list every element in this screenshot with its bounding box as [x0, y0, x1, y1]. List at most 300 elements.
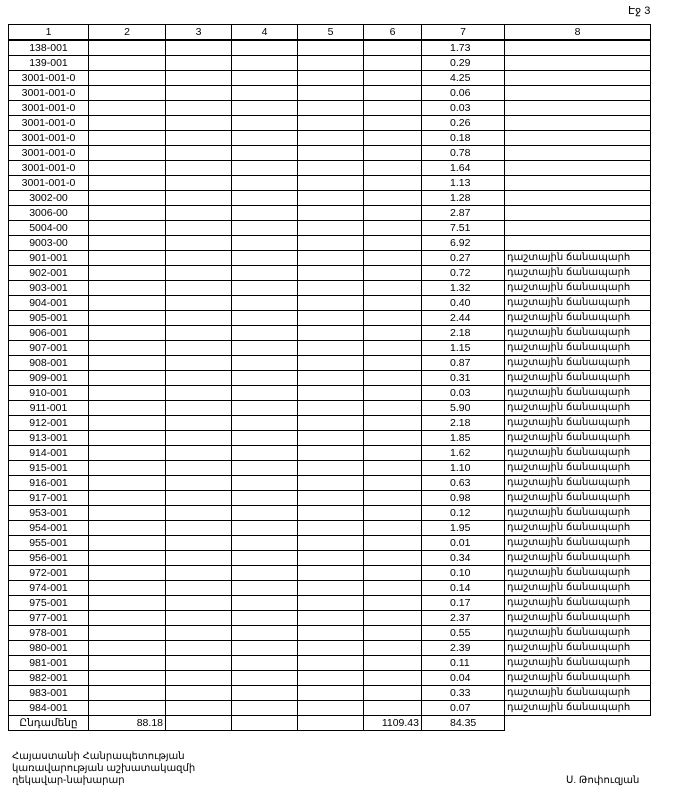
- empty-cell: [364, 521, 422, 536]
- parcel-id-cell: 908-001: [9, 356, 89, 371]
- empty-cell: [298, 251, 364, 266]
- empty-cell: [166, 146, 232, 161]
- empty-cell: [166, 40, 232, 56]
- empty-cell: [232, 146, 298, 161]
- note-cell: դաշտային ճանապարհ: [505, 431, 651, 446]
- note-cell: դաշտային ճանապարհ: [505, 446, 651, 461]
- parcel-id-cell: 902-001: [9, 266, 89, 281]
- empty-cell: [166, 536, 232, 551]
- area-value-cell: 0.01: [422, 536, 505, 551]
- empty-cell: [232, 671, 298, 686]
- table-row: [9, 311, 651, 326]
- empty-cell: [364, 626, 422, 641]
- empty-cell: [89, 581, 166, 596]
- table-row: [9, 281, 651, 296]
- empty-cell: [89, 641, 166, 656]
- empty-cell: [89, 596, 166, 611]
- parcel-id-cell: 3001-001-0: [9, 146, 89, 161]
- area-value-cell: 0.18: [422, 131, 505, 146]
- empty-cell: [364, 146, 422, 161]
- empty-cell: [298, 671, 364, 686]
- empty-cell: [89, 161, 166, 176]
- empty-cell: [364, 416, 422, 431]
- empty-cell: [232, 401, 298, 416]
- footer-line: Հայաստանի Հանրապետության: [12, 751, 185, 762]
- empty-cell: [89, 356, 166, 371]
- empty-cell: [232, 701, 298, 716]
- empty-cell: [232, 356, 298, 371]
- table-row: [9, 461, 651, 476]
- table-row: [9, 491, 651, 506]
- empty-cell: [364, 491, 422, 506]
- empty-cell: [166, 191, 232, 206]
- parcel-id-cell: 956-001: [9, 551, 89, 566]
- empty-cell: [166, 551, 232, 566]
- empty-cell: [166, 116, 232, 131]
- parcel-id-cell: 982-001: [9, 671, 89, 686]
- empty-cell: [166, 266, 232, 281]
- note-cell: [505, 116, 651, 131]
- note-cell: դաշտային ճանապարհ: [505, 656, 651, 671]
- table-row: [9, 206, 651, 221]
- area-value-cell: 2.37: [422, 611, 505, 626]
- note-cell: [505, 221, 651, 236]
- area-value-cell: 1.62: [422, 446, 505, 461]
- table-row: [9, 476, 651, 491]
- table-row: [9, 71, 651, 86]
- note-cell: [505, 236, 651, 251]
- parcel-id-cell: 977-001: [9, 611, 89, 626]
- empty-cell: [232, 221, 298, 236]
- empty-cell: [89, 176, 166, 191]
- empty-cell: [364, 656, 422, 671]
- empty-cell: [232, 56, 298, 71]
- area-value-cell: 2.18: [422, 416, 505, 431]
- empty-cell: [364, 311, 422, 326]
- empty-cell: [364, 476, 422, 491]
- empty-cell: [166, 416, 232, 431]
- empty-cell: [364, 386, 422, 401]
- table-row: [9, 431, 651, 446]
- empty-cell: [298, 71, 364, 86]
- area-value-cell: 0.33: [422, 686, 505, 701]
- parcel-id-cell: 3001-001-0: [9, 176, 89, 191]
- table-row: [9, 236, 651, 251]
- empty-cell: [298, 206, 364, 221]
- table-row: [9, 536, 651, 551]
- empty-cell: [166, 461, 232, 476]
- area-value-cell: 0.87: [422, 356, 505, 371]
- empty-cell: [364, 296, 422, 311]
- note-cell: [505, 40, 651, 56]
- empty-cell: [89, 611, 166, 626]
- area-value-cell: 0.40: [422, 296, 505, 311]
- empty-cell: [166, 671, 232, 686]
- table-row: [9, 191, 651, 206]
- table-row: [9, 296, 651, 311]
- area-value-cell: 0.31: [422, 371, 505, 386]
- parcel-id-cell: 980-001: [9, 641, 89, 656]
- area-value-cell: 0.27: [422, 251, 505, 266]
- empty-cell: [298, 176, 364, 191]
- empty-cell: [166, 656, 232, 671]
- note-cell: դաշտային ճանապարհ: [505, 626, 651, 641]
- table-row: [9, 581, 651, 596]
- empty-cell: [298, 191, 364, 206]
- footer-line: կառավարության աշխատակազմի: [12, 763, 196, 774]
- empty-cell: [364, 266, 422, 281]
- empty-cell: [232, 476, 298, 491]
- empty-cell: [89, 131, 166, 146]
- empty-cell: [232, 416, 298, 431]
- note-cell: դաշտային ճանապարհ: [505, 311, 651, 326]
- table-row: [9, 401, 651, 416]
- parcel-id-cell: 911-001: [9, 401, 89, 416]
- empty-cell: [89, 626, 166, 641]
- note-cell: դաշտային ճանապարհ: [505, 491, 651, 506]
- empty-cell: [89, 566, 166, 581]
- empty-cell: [166, 341, 232, 356]
- table-row: [9, 356, 651, 371]
- empty-cell: [298, 266, 364, 281]
- table-row: [9, 161, 651, 176]
- empty-cell: [232, 371, 298, 386]
- empty-cell: [364, 86, 422, 101]
- empty-cell: [232, 686, 298, 701]
- empty-cell: [89, 521, 166, 536]
- empty-cell: [232, 326, 298, 341]
- empty-cell: [166, 221, 232, 236]
- empty-cell: [166, 506, 232, 521]
- column-header: 3: [166, 25, 232, 41]
- empty-cell: [364, 686, 422, 701]
- totals-row: [9, 716, 651, 731]
- empty-cell: [166, 296, 232, 311]
- note-cell: [505, 191, 651, 206]
- note-cell: դաշտային ճանապարհ: [505, 521, 651, 536]
- empty-cell: [232, 521, 298, 536]
- parcel-id-cell: 909-001: [9, 371, 89, 386]
- empty-cell: [166, 311, 232, 326]
- column-header: 5: [298, 25, 364, 41]
- note-cell: դաշտային ճանապարհ: [505, 341, 651, 356]
- empty-cell: [232, 491, 298, 506]
- empty-cell: [298, 326, 364, 341]
- empty-cell: [89, 431, 166, 446]
- column-header: 8: [505, 25, 651, 41]
- table-row: [9, 131, 651, 146]
- note-cell: դաշտային ճանապարհ: [505, 566, 651, 581]
- empty-cell: [364, 671, 422, 686]
- area-value-cell: 0.98: [422, 491, 505, 506]
- table-row: [9, 701, 651, 716]
- empty-cell: [166, 206, 232, 221]
- parcel-id-cell: 906-001: [9, 326, 89, 341]
- empty-cell: [364, 131, 422, 146]
- empty-cell: [232, 431, 298, 446]
- empty-cell: [232, 641, 298, 656]
- parcel-id-cell: 901-001: [9, 251, 89, 266]
- parcel-id-cell: 905-001: [9, 311, 89, 326]
- area-value-cell: 0.78: [422, 146, 505, 161]
- area-value-cell: 0.63: [422, 476, 505, 491]
- parcel-id-cell: 912-001: [9, 416, 89, 431]
- parcel-id-cell: 903-001: [9, 281, 89, 296]
- empty-cell: [232, 506, 298, 521]
- footer-title: [12, 751, 195, 787]
- empty-cell: [364, 176, 422, 191]
- empty-cell: [298, 626, 364, 641]
- table-row: [9, 56, 651, 71]
- empty-cell: [364, 356, 422, 371]
- parcel-id-cell: 917-001: [9, 491, 89, 506]
- parcel-id-cell: 972-001: [9, 566, 89, 581]
- note-cell: դաշտային ճանապարհ: [505, 386, 651, 401]
- empty-cell: [166, 176, 232, 191]
- empty-cell: [298, 296, 364, 311]
- empty-cell: [166, 131, 232, 146]
- empty-cell: [166, 596, 232, 611]
- empty-cell: [166, 566, 232, 581]
- empty-cell: [232, 311, 298, 326]
- empty-cell: [166, 491, 232, 506]
- totals-label: Ընդամենը: [9, 716, 89, 731]
- empty-cell: [232, 236, 298, 251]
- area-value-cell: 2.18: [422, 326, 505, 341]
- note-cell: դաշտային ճանապարհ: [505, 266, 651, 281]
- empty-cell: [364, 371, 422, 386]
- empty-cell: [298, 161, 364, 176]
- column-header: 2: [89, 25, 166, 41]
- empty-cell: [166, 356, 232, 371]
- empty-cell: [166, 236, 232, 251]
- empty-cell: [298, 146, 364, 161]
- empty-cell: [232, 716, 298, 731]
- table-row: [9, 266, 651, 281]
- column-header: 4: [232, 25, 298, 41]
- empty-cell: [232, 206, 298, 221]
- empty-cell: [166, 161, 232, 176]
- empty-cell: [364, 221, 422, 236]
- empty-cell: [298, 551, 364, 566]
- empty-cell: [364, 431, 422, 446]
- area-value-cell: 1.73: [422, 40, 505, 56]
- empty-cell: [298, 536, 364, 551]
- empty-cell: [364, 551, 422, 566]
- empty-cell: [166, 326, 232, 341]
- table-row: [9, 221, 651, 236]
- empty-cell: [166, 281, 232, 296]
- empty-cell: [166, 611, 232, 626]
- table-row: [9, 86, 651, 101]
- table-row: [9, 40, 651, 56]
- empty-cell: [298, 401, 364, 416]
- parcel-id-cell: 975-001: [9, 596, 89, 611]
- parcel-id-cell: 974-001: [9, 581, 89, 596]
- empty-cell: [89, 311, 166, 326]
- empty-cell: [298, 40, 364, 56]
- note-cell: դաշտային ճանապարհ: [505, 596, 651, 611]
- column-header: 7: [422, 25, 505, 41]
- empty-cell: [232, 656, 298, 671]
- area-value-cell: 0.17: [422, 596, 505, 611]
- parcel-id-cell: 3006-00: [9, 206, 89, 221]
- empty-cell: [89, 221, 166, 236]
- note-cell: դաշտային ճանապարհ: [505, 611, 651, 626]
- area-value-cell: 1.10: [422, 461, 505, 476]
- parcel-id-cell: 3001-001-0: [9, 161, 89, 176]
- empty-cell: [298, 431, 364, 446]
- empty-cell: [364, 101, 422, 116]
- empty-cell: [232, 296, 298, 311]
- table-row: [9, 656, 651, 671]
- area-value-cell: 0.12: [422, 506, 505, 521]
- empty-cell: [89, 146, 166, 161]
- empty-cell: [364, 326, 422, 341]
- empty-cell: [89, 701, 166, 716]
- empty-cell: [364, 446, 422, 461]
- note-cell: դաշտային ճանապարհ: [505, 281, 651, 296]
- empty-cell: [89, 191, 166, 206]
- empty-cell: [298, 86, 364, 101]
- empty-cell: [232, 446, 298, 461]
- area-value-cell: 0.06: [422, 86, 505, 101]
- parcel-id-cell: 5004-00: [9, 221, 89, 236]
- empty-cell: [232, 71, 298, 86]
- empty-cell: [298, 716, 364, 731]
- table-row: [9, 626, 651, 641]
- empty-cell: [166, 101, 232, 116]
- empty-cell: [298, 656, 364, 671]
- table-row: [9, 386, 651, 401]
- empty-cell: [89, 251, 166, 266]
- empty-cell: [89, 551, 166, 566]
- note-cell: դաշտային ճանապարհ: [505, 536, 651, 551]
- note-cell: [505, 176, 651, 191]
- empty-cell: [298, 221, 364, 236]
- empty-cell: [298, 416, 364, 431]
- area-value-cell: 2.39: [422, 641, 505, 656]
- empty-cell: [298, 56, 364, 71]
- parcel-id-cell: 3001-001-0: [9, 86, 89, 101]
- empty-cell: [232, 611, 298, 626]
- empty-cell: [166, 56, 232, 71]
- empty-cell: [232, 116, 298, 131]
- empty-cell: [166, 686, 232, 701]
- empty-cell: [364, 71, 422, 86]
- empty-cell: [232, 161, 298, 176]
- note-cell: [505, 131, 651, 146]
- totals-col6: 1109.43: [364, 716, 422, 731]
- note-cell: դաշտային ճանապարհ: [505, 371, 651, 386]
- empty-cell: [298, 371, 364, 386]
- note-cell: [505, 101, 651, 116]
- empty-cell: [364, 116, 422, 131]
- area-value-cell: 0.04: [422, 671, 505, 686]
- empty-cell: [232, 566, 298, 581]
- empty-cell: [166, 386, 232, 401]
- empty-cell: [364, 281, 422, 296]
- empty-cell: [364, 536, 422, 551]
- empty-cell: [166, 701, 232, 716]
- empty-cell: [298, 521, 364, 536]
- note-cell: դաշտային ճանապարհ: [505, 251, 651, 266]
- empty-cell: [298, 701, 364, 716]
- empty-cell: [298, 446, 364, 461]
- empty-cell: [232, 386, 298, 401]
- page-label: Էջ 3: [628, 5, 651, 17]
- table-row: [9, 341, 651, 356]
- area-value-cell: 0.03: [422, 101, 505, 116]
- area-value-cell: 1.85: [422, 431, 505, 446]
- empty-cell: [364, 206, 422, 221]
- empty-cell: [166, 476, 232, 491]
- totals-col2: 88.18: [89, 716, 166, 731]
- note-cell: դաշտային ճանապարհ: [505, 476, 651, 491]
- empty-cell: [298, 611, 364, 626]
- empty-cell: [298, 101, 364, 116]
- parcel-id-cell: 3001-001-0: [9, 131, 89, 146]
- note-cell: [505, 206, 651, 221]
- parcel-id-cell: 981-001: [9, 656, 89, 671]
- empty-cell: [364, 40, 422, 56]
- empty-cell: [166, 86, 232, 101]
- parcel-id-cell: 3001-001-0: [9, 101, 89, 116]
- empty-cell: [232, 596, 298, 611]
- empty-cell: [89, 671, 166, 686]
- empty-cell: [89, 371, 166, 386]
- empty-cell: [298, 116, 364, 131]
- empty-cell: [232, 281, 298, 296]
- note-cell: դաշտային ճանապարհ: [505, 461, 651, 476]
- table-row: [9, 506, 651, 521]
- empty-cell: [89, 326, 166, 341]
- parcel-id-cell: 138-001: [9, 40, 89, 56]
- empty-cell: [298, 686, 364, 701]
- note-cell: [505, 56, 651, 71]
- empty-cell: [166, 716, 232, 731]
- empty-cell: [298, 281, 364, 296]
- signer-name: Ս. Թոփուզյան: [566, 775, 640, 786]
- empty-cell: [89, 86, 166, 101]
- area-value-cell: 1.15: [422, 341, 505, 356]
- area-value-cell: 0.10: [422, 566, 505, 581]
- note-cell: դաշտային ճանապարհ: [505, 326, 651, 341]
- empty-cell: [364, 341, 422, 356]
- empty-cell: [166, 251, 232, 266]
- empty-cell: [166, 431, 232, 446]
- empty-cell: [232, 176, 298, 191]
- area-value-cell: 0.34: [422, 551, 505, 566]
- empty-cell: [166, 371, 232, 386]
- empty-cell: [298, 236, 364, 251]
- empty-cell: [232, 551, 298, 566]
- empty-cell: [232, 581, 298, 596]
- empty-cell: [364, 461, 422, 476]
- note-cell: դաշտային ճանապարհ: [505, 296, 651, 311]
- area-value-cell: 1.95: [422, 521, 505, 536]
- area-value-cell: 7.51: [422, 221, 505, 236]
- empty-cell: [364, 236, 422, 251]
- empty-cell: [364, 611, 422, 626]
- area-value-cell: 5.90: [422, 401, 505, 416]
- empty-cell: [89, 236, 166, 251]
- column-header: 1: [9, 25, 89, 41]
- area-value-cell: 1.13: [422, 176, 505, 191]
- empty-cell: [89, 281, 166, 296]
- empty-cell: [166, 521, 232, 536]
- empty-cell: [89, 386, 166, 401]
